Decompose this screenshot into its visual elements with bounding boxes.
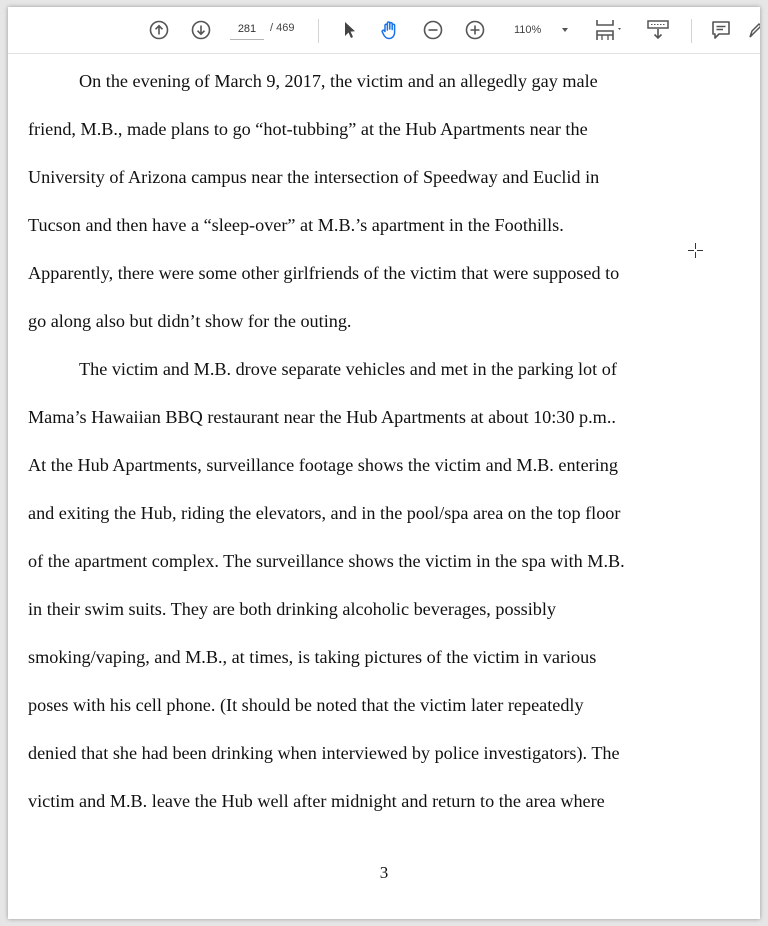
hand-icon[interactable] bbox=[377, 17, 403, 43]
pen-icon[interactable] bbox=[748, 17, 760, 43]
comment-icon[interactable] bbox=[708, 17, 734, 43]
text-line: go along also but didn’t show for the outing. bbox=[28, 311, 352, 331]
text-line: poses with his cell phone. (It should be noted that the victim later repeatedly bbox=[28, 695, 584, 715]
text-line: Mama’s Hawaiian BBQ restaurant near the Hub Apartments at about 10:30 p.m.. bbox=[28, 407, 616, 427]
toolbar bbox=[8, 7, 760, 54]
text-line: in their swim suits. They are both drinking alcoholic beverages, possibly bbox=[28, 599, 557, 619]
arrow-down-circle-icon[interactable] bbox=[188, 17, 214, 43]
page-display-icon[interactable] bbox=[592, 17, 628, 43]
page-total: / 469 bbox=[270, 22, 295, 34]
arrow-up-circle-icon[interactable] bbox=[146, 17, 172, 43]
pdf-viewer bbox=[8, 7, 760, 919]
text-line: friend, M.B., made plans to go “hot-tubbing” at the Hub Apartments near the bbox=[28, 119, 588, 139]
chevron-down-icon bbox=[562, 28, 568, 32]
text-line: At the Hub Apartments, surveillance footage shows the victim and M.B. entering bbox=[28, 455, 618, 475]
text-line: smoking/vaping, and M.B., at times, is taking pictures of the victim in various bbox=[28, 647, 597, 667]
scroll-icon[interactable] bbox=[644, 17, 672, 43]
text-line: University of Arizona campus near the intersection of Speedway and Euclid in bbox=[28, 167, 600, 187]
text-line: Tucson and then have a “sleep-over” at M.B.’s apartment in the Foothills. bbox=[28, 215, 564, 235]
zoom-select[interactable] bbox=[506, 19, 572, 41]
zoom-out-icon[interactable] bbox=[420, 17, 446, 43]
text-line: victim and M.B. leave the Hub well after midnight and return to the area where bbox=[28, 791, 605, 811]
text-line: and exiting the Hub, riding the elevators, and in the pool/spa area on the top floor bbox=[28, 503, 621, 523]
text-line: of the apartment complex. The surveillance shows the victim in the spa with M.B. bbox=[28, 551, 625, 571]
document-page bbox=[8, 53, 760, 919]
text-line: Apparently, there were some other girlfriends of the victim that were supposed to bbox=[28, 263, 620, 283]
toolbar-divider bbox=[691, 19, 692, 43]
page-number-input[interactable] bbox=[230, 19, 264, 40]
text-line: denied that she had been drinking when interviewed by police investigators). The bbox=[28, 743, 620, 763]
page-number: 3 bbox=[379, 863, 389, 882]
text-line: The victim and M.B. drove separate vehicles and met in the parking lot of bbox=[79, 359, 617, 379]
crosshair-cursor-icon bbox=[688, 243, 703, 258]
pointer-icon[interactable] bbox=[336, 17, 362, 43]
document-body bbox=[28, 57, 708, 825]
toolbar-divider bbox=[318, 19, 319, 43]
zoom-in-icon[interactable] bbox=[462, 17, 488, 43]
text-line: On the evening of March 9, 2017, the victim and an allegedly gay male bbox=[79, 71, 598, 91]
zoom-value: 110% bbox=[514, 24, 542, 36]
